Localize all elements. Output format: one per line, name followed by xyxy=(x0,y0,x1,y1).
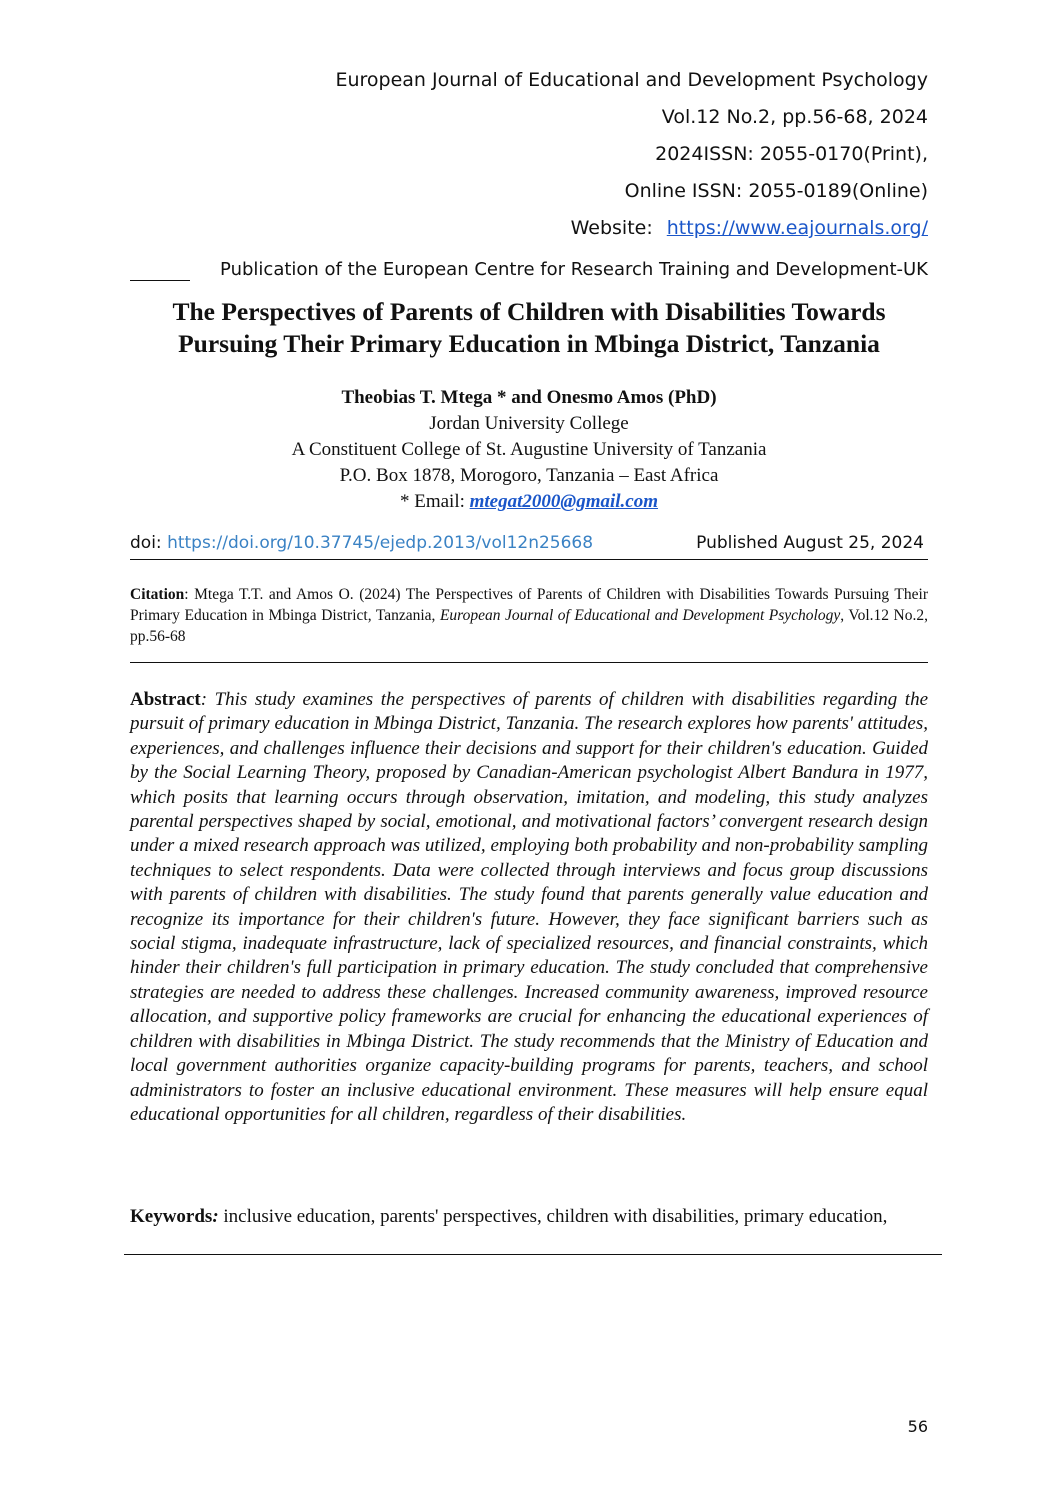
doi-label: doi: xyxy=(130,533,162,553)
journal-name: European Journal of Educational and Development Psychology xyxy=(335,69,928,91)
doi-row xyxy=(130,533,928,560)
citation-text: : Mtega T.T. and Amos O. (2024) The Perspectives of Parents of Children with Disabilities Towards Pursuing Their Primary Education in Mbinga District, Tanzania, xyxy=(130,586,928,624)
doi xyxy=(130,533,593,553)
title-line-1: The Perspectives of Parents of Children with Disabilities Towards xyxy=(172,297,886,326)
citation-tail: , Vol.12 No.2, pp.56-68 xyxy=(130,607,928,645)
abstract-label: Abstract xyxy=(130,689,201,710)
online-issn: Online ISSN: 2055-0189(Online) xyxy=(624,180,928,202)
website-link[interactable]: https://www.eajournals.org/ xyxy=(666,217,928,239)
email-label: * Email: xyxy=(399,491,465,512)
citation-journal: European Journal of Educational and Development Psychology xyxy=(439,607,841,624)
author-address: P.O. Box 1878, Morogoro, Tanzania – East Africa xyxy=(339,465,719,486)
page-number: 56 xyxy=(907,1417,928,1436)
citation-rule xyxy=(130,662,928,663)
keywords-colon: : xyxy=(212,1206,219,1227)
published-date: Published August 25, 2024 xyxy=(696,533,924,553)
author-block xyxy=(130,385,928,515)
print-issn: 2024ISSN: 2055-0170(Print), xyxy=(655,143,928,165)
keywords xyxy=(130,1205,928,1229)
journal-volume: Vol.12 No.2, pp.56-68, 2024 xyxy=(661,106,928,128)
email-link[interactable]: mtegat2000@gmail.com xyxy=(469,491,659,512)
affiliation-2: A Constituent College of St. Augustine University of Tanzania xyxy=(291,439,767,460)
affiliation-1: Jordan University College xyxy=(429,413,629,434)
citation-label: Citation xyxy=(130,586,185,603)
keywords-text: inclusive education, parents' perspectives, children with disabilities, primary education, xyxy=(218,1206,888,1227)
keywords-rule xyxy=(124,1254,942,1255)
journal-header xyxy=(335,62,928,247)
doi-link[interactable]: https://doi.org/10.37745/ejedp.2013/vol12n25668 xyxy=(167,533,594,553)
keywords-label: Keywords xyxy=(130,1206,213,1227)
publisher-line: Publication of the European Centre for Research Training and Development-UK xyxy=(220,259,928,280)
author-names: Theobias T. Mtega * and Onesmo Amos (PhD) xyxy=(341,387,717,408)
abstract xyxy=(130,688,928,1127)
website-label: Website: xyxy=(570,217,653,239)
website-line xyxy=(335,210,928,247)
email-line xyxy=(130,489,928,515)
article-title xyxy=(100,296,958,360)
title-line-2: Pursuing Their Primary Education in Mbinga District, Tanzania xyxy=(178,329,880,358)
citation xyxy=(130,584,928,647)
abstract-text: : This study examines the perspectives of parents of children with disabilities regarding the pursuit of primary education in Mbinga District, Tanzania. The research explores how parents' attitudes, experiences, and challenges influence their decisions and support for their children's education. Guided by the Social Learning Theory, proposed by Canadian-American psychologist Albert Bandura in 1977, which posits that learning occurs through observation, imitation, and modeling, this study analyzes parental perspectives shaped by social, emotional, and motivational factors’ convergent research design under a mixed research approach was utilized, employing both probability and non-probability sampling techniques to select respondents. Data were collected through interviews and focus group discussions with parents of children with disabilities. The study found that parents generally value education and recognize its importance for their children's future. However, they face significant barriers such as social stigma, inadequate infrastructure, lack of specialized resources, and financial constraints, which hinder their children's full participation in primary education. The study concluded that comprehensive strategies are needed to address these challenges. Increased community awareness, improved resource allocation, and supportive policy frameworks are crucial for enhancing the educational experiences of children with disabilities in Mbinga District. The study recommends that the Ministry of Education and local government authorities organize capacity-building programs for parents, teachers, and school administrators to foster an inclusive educational environment. These measures will help ensure equal educational opportunities for all children, regardless of their disabilities. xyxy=(130,689,928,1125)
